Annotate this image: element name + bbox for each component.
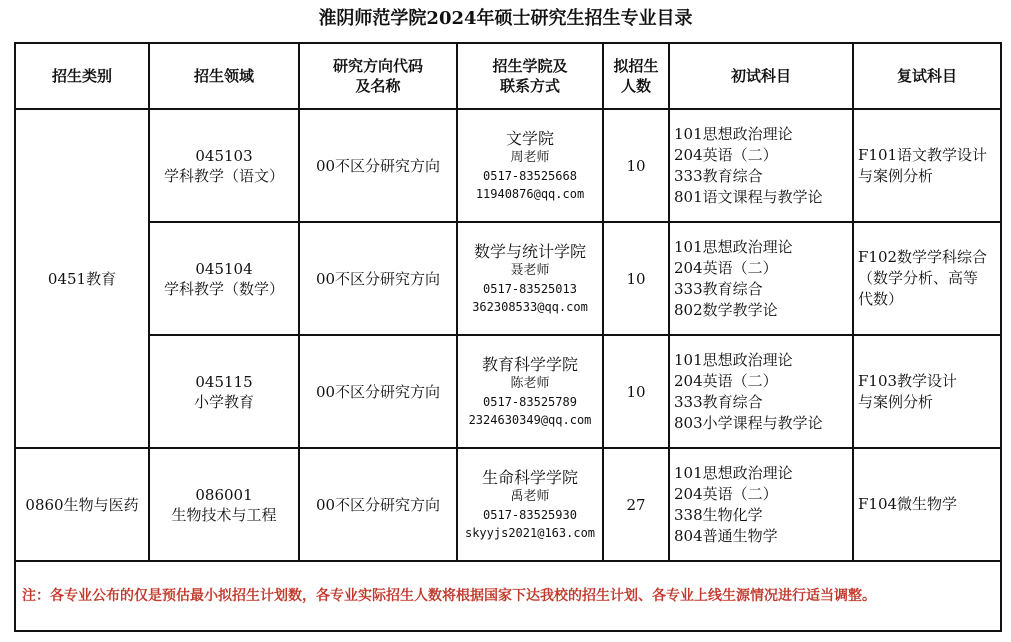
note-row (15, 561, 1001, 631)
retest-subjects-cell: F102数学学科综合 （数学分析、高等 代数） (853, 222, 1001, 335)
header-quota: 拟招生 人数 (603, 43, 669, 109)
direction-cell: 00不区分研究方向 (299, 222, 457, 335)
category-cell: 0860生物与医药 (15, 448, 149, 561)
header-college: 招生学院及 联系方式 (457, 43, 603, 109)
college-cell: 文学院 周老师 0517-83525668 11940876@qq.com (457, 109, 603, 222)
category-cell: 0451教育 (15, 109, 149, 448)
initial-subjects-cell: 101思想政治理论 204英语（二） 333教育综合 803小学课程与教学论 (669, 335, 853, 448)
header-initial: 初试科目 (669, 43, 853, 109)
table-header-row (15, 43, 1001, 109)
college-cell: 数学与统计学院 聂老师 0517-83525013 362308533@qq.com (457, 222, 603, 335)
direction-cell: 00不区分研究方向 (299, 109, 457, 222)
college-cell: 教育科学学院 陈老师 0517-83525789 2324630349@qq.com (457, 335, 603, 448)
field-cell: 045115 小学教育 (149, 335, 299, 448)
quota-cell: 27 (603, 448, 669, 561)
header-direction: 研究方向代码 及名称 (299, 43, 457, 109)
initial-subjects-cell: 101思想政治理论 204英语（二） 338生物化学 804普通生物学 (669, 448, 853, 561)
header-retest: 复试科目 (853, 43, 1001, 109)
field-cell: 045103 学科教学（语文） (149, 109, 299, 222)
college-cell: 生命科学学院 禹老师 0517-83525930 skyyjs2021@163.com (457, 448, 603, 561)
retest-subjects-cell: F103教学设计 与案例分析 (853, 335, 1001, 448)
page-title: 淮阴师范学院2024年硕士研究生招生专业目录 (318, 8, 693, 29)
table-row (15, 109, 1001, 222)
retest-subjects-cell: F104微生物学 (853, 448, 1001, 561)
table-row (15, 222, 1001, 335)
quota-cell: 10 (603, 109, 669, 222)
header-field: 招生领域 (149, 43, 299, 109)
field-cell: 045104 学科教学（数学） (149, 222, 299, 335)
footnote: 注：各专业公布的仅是预估最小拟招生计划数，各专业实际招生人数将根据国家下达我校的招生计划、各专业上线生源情况进行适当调整。 (15, 561, 1001, 631)
direction-cell: 00不区分研究方向 (299, 448, 457, 561)
table-row (15, 335, 1001, 448)
header-category: 招生类别 (15, 43, 149, 109)
admissions-table (14, 42, 1002, 632)
field-cell: 086001 生物技术与工程 (149, 448, 299, 561)
quota-cell: 10 (603, 335, 669, 448)
quota-cell: 10 (603, 222, 669, 335)
initial-subjects-cell: 101思想政治理论 204英语（二） 333教育综合 801语文课程与教学论 (669, 109, 853, 222)
initial-subjects-cell: 101思想政治理论 204英语（二） 333教育综合 802数学教学论 (669, 222, 853, 335)
direction-cell: 00不区分研究方向 (299, 335, 457, 448)
retest-subjects-cell: F101语文教学设计 与案例分析 (853, 109, 1001, 222)
table-row (15, 448, 1001, 561)
